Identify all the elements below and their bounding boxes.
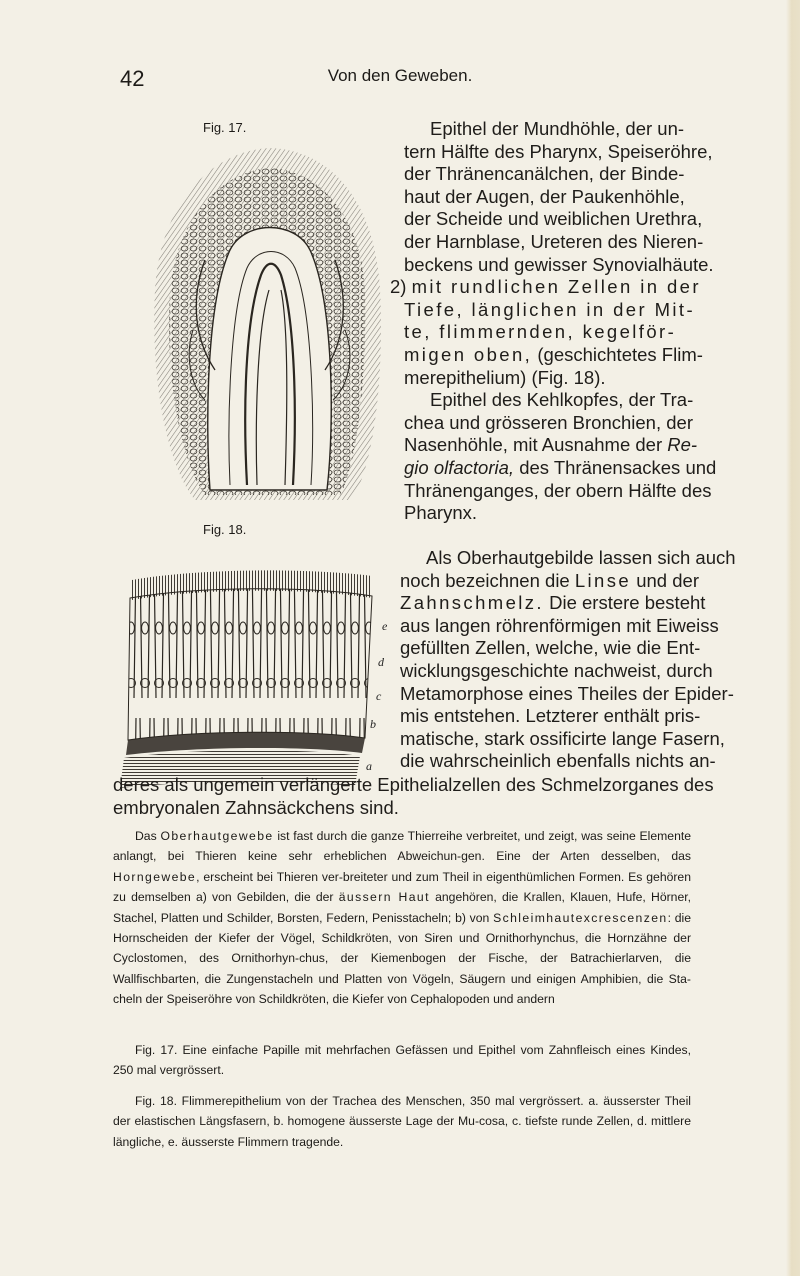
body-fragment: des Thränensackes und — [519, 456, 717, 478]
small-text: ist fast durch die ganze Thierreihe verbreitet, und zeigt, was seine Elemente anlangt, bei Thieren keine sehr erheblichen Abweichun-gen. Eine der Arten desselben, das — [113, 829, 692, 864]
body-spaced: Zahnschmelz. — [400, 592, 544, 614]
body-line-spaced: migen oben, — [404, 343, 533, 365]
body-fragment: und der — [636, 569, 699, 591]
caption-fig-17: Fig. 17. Eine einfache Papille mit mehrfachen Gefässen und Epithel vom Zahnfleisch eines Kindes, 250 mal vergrössert. — [113, 1043, 691, 1078]
body-line-spaced: Tiefe, länglichen in der Mit- — [404, 298, 696, 320]
body-line: die wahrscheinlich ebenfalls nichts an- — [400, 750, 716, 772]
figure-18-ciliated-epithelium-illustration — [110, 558, 410, 793]
body-line: matische, stark ossificirte lange Fasern, — [400, 727, 725, 749]
list-number: 2) — [390, 276, 407, 298]
body-line: haut der Augen, der Paukenhöhle, — [404, 185, 685, 207]
small-print-paragraph — [113, 826, 691, 1010]
body-line: tern Hälfte des Pharynx, Speiseröhre, — [404, 140, 713, 162]
body-line: mis entstehen. Letzterer enthält pris- — [400, 705, 701, 727]
small-spaced: äussern Haut — [338, 890, 430, 905]
body-line: gefüllten Zellen, welche, wie die Ent- — [400, 637, 701, 659]
page-edge — [786, 0, 800, 1276]
right-column-text-2 — [400, 547, 736, 773]
body-line: beckens und gewisser Synovialhäute. — [404, 253, 714, 275]
body-spaced: Linse — [574, 569, 632, 591]
body-line: der Harnblase, Ureteren des Nieren- — [404, 230, 704, 252]
body-line: deres als ungemein verlängerte Epithelialzellen des Schmelzorganes des — [113, 774, 714, 795]
body-line: embryonalen Zahnsäckchens sind. — [113, 796, 399, 818]
fig18-letter-e: e — [382, 619, 388, 633]
body-fragment: noch bezeichnen die — [400, 569, 570, 591]
body-line: aus langen röhrenförmigen mit Eiweiss — [400, 614, 719, 636]
body-italic: Re- — [667, 434, 698, 456]
fig18-letter-b: b — [370, 717, 376, 731]
body-line-spaced: te, flimmernden, kegelför- — [404, 321, 677, 343]
body-fragment: (geschichtetes Flim- — [537, 343, 703, 365]
body-line: Thränenganges, der obern Hälfte des — [404, 479, 712, 501]
body-line-spaced: mit rundlichen Zellen in der — [411, 276, 701, 298]
body-line: chea und grösseren Bronchien, der — [404, 411, 693, 433]
full-width-text — [113, 774, 714, 819]
right-column-text — [390, 118, 717, 525]
figure-captions — [113, 1040, 691, 1152]
running-head: Von den Geweben. — [327, 66, 473, 85]
body-line: Epithel des Kehlkopfes, der Tra- — [430, 389, 694, 411]
small-text: , erscheint bei Thieren ver-breiteter und zum Theil in eigenthümlichen Formen. Es gehören zu demselben a) von Gebilden, die der — [113, 869, 691, 905]
body-line: wicklungsgeschichte nachweist, durch — [400, 659, 713, 681]
body-line: Als Oberhautgebilde lassen sich auch — [426, 547, 736, 568]
body-fragment: Die erstere besteht — [549, 592, 706, 614]
body-line: Epithel der Mundhöhle, der un- — [430, 118, 685, 139]
body-italic: gio olfactoria, — [404, 456, 515, 478]
small-spaced: Schleimhautexcrescenzen — [493, 910, 668, 925]
body-fragment: Nasenhöhle, mit Ausnahme der — [404, 434, 663, 456]
body-line: Metamorphose eines Theiles der Epider- — [400, 682, 734, 704]
small-spaced: Oberhautgewebe — [160, 829, 274, 843]
small-text: : die Hornscheiden der Kiefer der Vögel, Schildkröten, von Siren und Ornithorhynchus, die Hornzähne der Cyclostomen, des Ornithorhyn-chus, der Kiemenbogen der Fische, der Batrachierlarven, die Wallfischbarten, die Zungenstacheln und Platten von Vögeln, Säugern und einigen Amphibien, die Sta-cheln der Speiseröhre von Schildkröten, die Kiefer von Cephalopoden und andern — [113, 910, 691, 1007]
figure-17-label: Fig. 17. — [203, 120, 247, 135]
figure-17-papilla-illustration — [135, 140, 395, 505]
body-line: Pharynx. — [404, 502, 478, 524]
small-text: angehören, die Krallen, Klauen, Hufe, Hörner, Stachel, Platten und Schilder, Borsten, Federn, Penisstacheln; b) von — [113, 890, 692, 925]
fig18-letter-d: d — [378, 655, 384, 669]
figure-18-label: Fig. 18. — [203, 522, 247, 537]
small-text: Das — [135, 829, 157, 843]
caption-fig-18: Fig. 18. Flimmerepithelium von der Trachea des Menschen, 350 mal vergrössert. a. äusserster Theil der elastischen Längsfasern, b. homogene äusserste Lage der Mu-cosa, c. tiefste runde Zellen, d. mittlere längliche, e. äusserste Flimmern tragende. — [113, 1093, 691, 1149]
small-spaced: Horngewebe — [113, 869, 197, 884]
body-line: merepithelium) (Fig. 18). — [404, 366, 606, 388]
body-line: der Scheide und weiblichen Urethra, — [404, 208, 703, 230]
page-number: 42 — [120, 66, 145, 91]
body-line: der Thränencanälchen, der Binde- — [404, 163, 685, 185]
fig18-letter-c: c — [376, 689, 382, 703]
fig18-letter-a: a — [366, 759, 372, 773]
